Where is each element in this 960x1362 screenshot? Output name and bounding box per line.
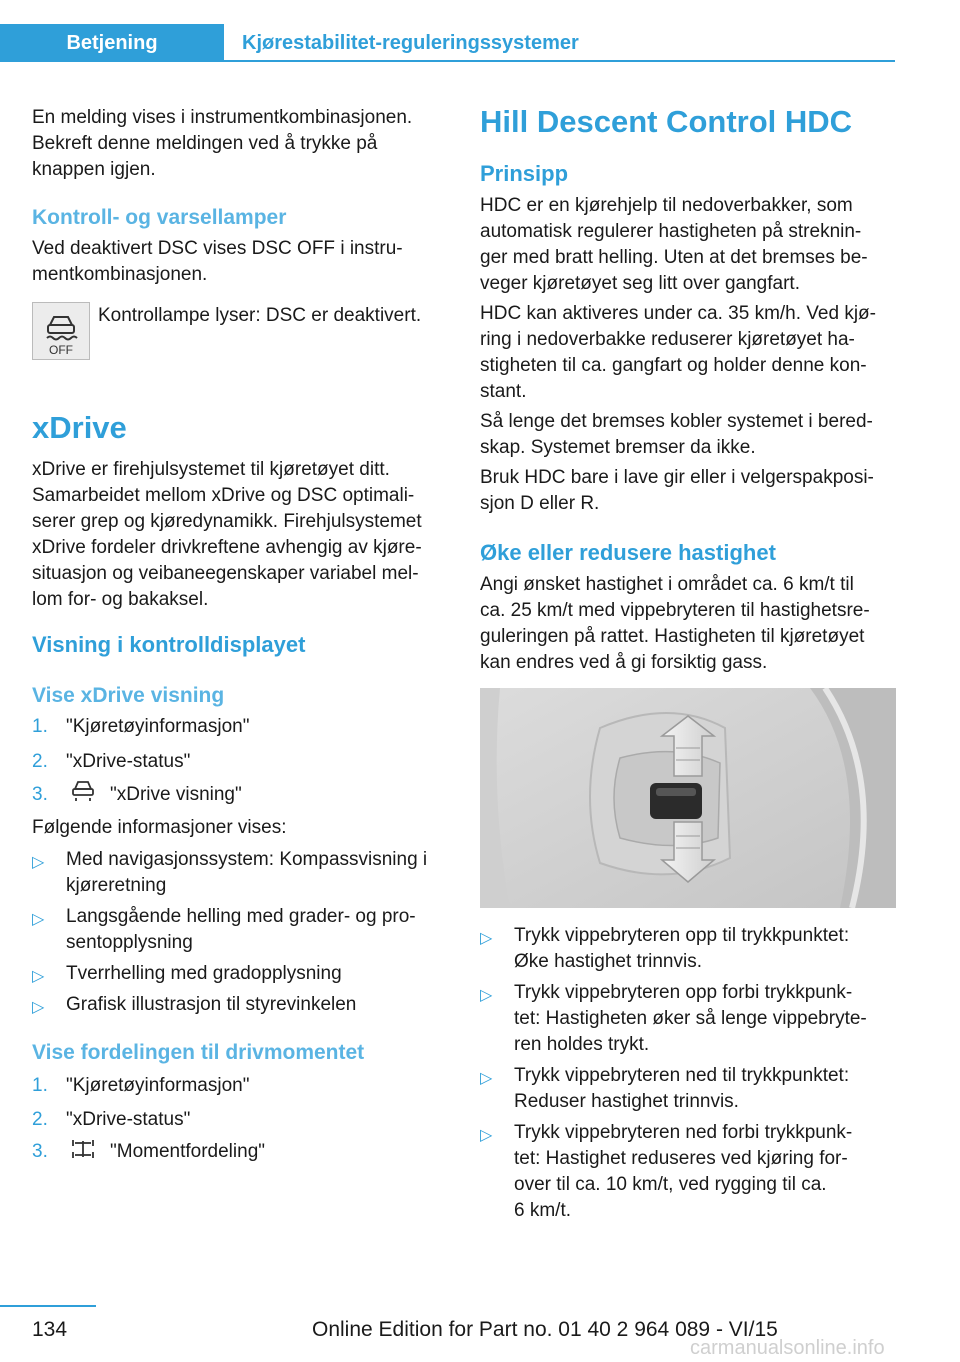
p1-line: veger kjøretøyet seg litt over gangfart.: [480, 273, 800, 294]
xdrive-text-2: Samarbeidet mellom xDrive og DSC optimali-: [32, 485, 415, 506]
bullet-line: sentopplysning: [66, 932, 193, 953]
bullet-line: over til ca. 10 km/t, ved rygging til ca.: [514, 1174, 827, 1195]
step-text: "Kjøretøyinformasjon": [66, 716, 250, 737]
bullet-line: Med navigasjonssystem: Kompassvisning i: [66, 849, 428, 870]
steering-wheel-illustration: [480, 688, 896, 908]
p2-line: stant.: [480, 381, 527, 402]
bullet-line: ren holdes trykt.: [514, 1034, 650, 1055]
bullet-line: Øke hastighet trinnvis.: [514, 951, 702, 972]
lamp-text: Kontrollampe lyser: DSC er deaktivert.: [98, 305, 422, 326]
bullet-line: Trykk vippebryteren ned forbi trykkpunk-: [514, 1122, 853, 1143]
p5-line: Angi ønsket hastighet i området ca. 6 km/t til: [480, 574, 854, 595]
p4-line: Bruk HDC bare i lave gir eller i velgerspakposi-: [480, 467, 874, 488]
step-number: 1.: [32, 716, 48, 737]
bullet-line: Trykk vippebryteren ned til trykkpunktet:: [514, 1065, 850, 1086]
step-number: 2.: [32, 751, 48, 772]
header-tab-section: Kjørestabilitet-reguleringssystemer: [242, 32, 579, 54]
bullet-arrow-icon: ▷: [480, 1127, 493, 1144]
xdrive-text-1: xDrive er firehjulsystemet til kjøretøyet ditt.: [32, 459, 390, 480]
bullet-line: Trykk vippebryteren opp til trykkpunktet:: [514, 925, 850, 946]
bullet-arrow-icon: ▷: [32, 911, 45, 928]
intro-line-1: En melding vises i instrumentkombinasjonen.: [32, 107, 413, 128]
watermark: carmanualsonline.info: [690, 1337, 885, 1359]
vise-xdrive-heading: Vise xDrive visning: [32, 684, 225, 707]
step-number: 3.: [32, 1141, 48, 1162]
bullet-line: Trykk vippebryteren opp forbi trykkpunk-: [514, 982, 853, 1003]
xdrive-text-5: situasjon og veibaneegenskaper variabel mel-: [32, 563, 419, 584]
kontroll-text-2: mentkombinasjonen.: [32, 264, 208, 285]
p5-line: kan endres ved å gi forsiktig gass.: [480, 652, 768, 673]
folgende-text: Følgende informasjoner vises:: [32, 817, 287, 838]
p4-line: sjon D eller R.: [480, 493, 600, 514]
p2-line: stigheten til ca. gangfart og holder denne kon-: [480, 355, 867, 376]
bullet-arrow-icon: ▷: [480, 987, 493, 1004]
p1-line: ger med bratt helling. Uten at det bremses be-: [480, 247, 868, 268]
dsc-off-lamp-icon: [32, 302, 90, 360]
kontroll-heading: Kontroll- og varsellamper: [32, 206, 287, 229]
header-tab-active-label: Betjening: [66, 32, 158, 54]
bullet-line: Reduser hastighet trinnvis.: [514, 1091, 739, 1112]
p3-line: Så lenge det bremses kobler systemet i bered-: [480, 411, 873, 432]
p1-line: automatisk regulerer hastigheten på streknin-: [480, 221, 862, 242]
p5-line: ca. 25 km/t med vippebryteren til hastighetsre-: [480, 600, 870, 621]
p5-line: guleringen på rattet. Hastigheten til kjøretøyet: [480, 626, 865, 647]
online-edition-note: Online Edition for Part no. 01 40 2 964 089 - VI/15: [312, 1318, 778, 1341]
bullet-arrow-icon: ▷: [32, 854, 45, 871]
intro-line-2: Bekreft denne meldingen ved å trykke på: [32, 133, 378, 154]
kontroll-text-1: Ved deaktivert DSC vises DSC OFF i instru-: [32, 238, 403, 259]
oke-heading: Øke eller redusere hastighet: [480, 540, 776, 565]
step-text: "xDrive-status": [66, 751, 191, 772]
step-text: "Kjøretøyinformasjon": [66, 1075, 250, 1096]
bullet-arrow-icon: ▷: [480, 1070, 493, 1087]
p1-line: HDC er en kjørehjelp til nedoverbakker, som: [480, 195, 853, 216]
step-number: 2.: [32, 1109, 48, 1130]
bullet-line: 6 km/t.: [514, 1200, 572, 1221]
p2-line: HDC kan aktiveres under ca. 35 km/h. Ved kjø-: [480, 303, 876, 324]
intro-line-3: knappen igjen.: [32, 159, 156, 180]
footer-rule: [0, 1305, 96, 1307]
bullet-line: Grafisk illustrasjon til styrevinkelen: [66, 994, 357, 1015]
hdc-heading: Hill Descent Control HDC: [480, 104, 853, 139]
bullet-arrow-icon: ▷: [32, 999, 45, 1016]
bullet-line: kjøreretning: [66, 875, 167, 896]
visning-heading: Visning i kontrolldisplayet: [32, 632, 306, 657]
car-icon: [68, 779, 98, 808]
step-text: "Momentfordeling": [110, 1141, 266, 1162]
page-number: 134: [32, 1318, 68, 1341]
torque-distribution-icon: [68, 1137, 98, 1166]
lamp-icon-label: OFF: [49, 343, 73, 357]
step-number: 3.: [32, 784, 48, 805]
xdrive-text-6: lom for- og bakaksel.: [32, 589, 209, 610]
step-number: 1.: [32, 1075, 48, 1096]
header-rule: [0, 60, 895, 62]
p3-line: skap. Systemet bremser da ikke.: [480, 437, 756, 458]
bullet-line: tet: Hastigheten øker så lenge vippebryte-: [514, 1008, 867, 1029]
xdrive-text-4: xDrive fordeler drivkreftene avhengig av kjøre-: [32, 537, 422, 558]
fordeling-heading: Vise fordelingen til drivmomentet: [32, 1041, 365, 1064]
step-text: "xDrive visning": [110, 784, 242, 805]
bullet-arrow-icon: ▷: [32, 968, 45, 985]
xdrive-text-3: serer grep og kjøredynamikk. Firehjulsystemet: [32, 511, 422, 532]
bullet-line: Langsgående helling med grader- og pro-: [66, 906, 416, 927]
prinsipp-heading: Prinsipp: [480, 161, 569, 186]
xdrive-heading: xDrive: [32, 410, 127, 445]
bullet-arrow-icon: ▷: [480, 930, 493, 947]
step-text: "xDrive-status": [66, 1109, 191, 1130]
header-tab-active: [0, 24, 224, 62]
bullet-line: Tverrhelling med gradopplysning: [66, 963, 342, 984]
bullet-line: tet: Hastighet reduseres ved kjøring for-: [514, 1148, 848, 1169]
p2-line: ring i nedoverbakke reduserer kjøretøyet ha-: [480, 329, 855, 350]
